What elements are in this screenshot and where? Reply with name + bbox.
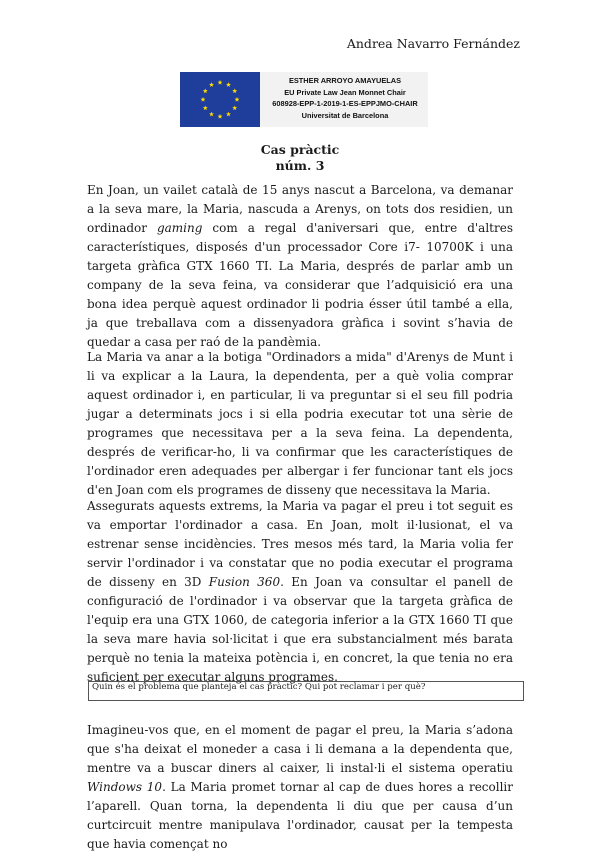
- paragraph-4: [87, 721, 513, 854]
- paragraph-2: La Maria va anar a la botiga "Ordinadors a mida" d'Arenys de Munt i li va explicar a la Laura, la dependenta, per a què volia comprar aquest ordinador i, en particular, li va preguntar si el seu fill podria jugar a determinats jocs i si ella podria executar tot una sèrie de programes que necessitava per a la seva feina. La dependenta, després de verificar-ho, li va confirmar que les característiques de l'ordinador eren adequades per albergar i fer funcionar tant els jocs d'en Joan com els programes de disseny que necessitava la Maria.: [87, 350, 513, 497]
- eu-star-icon: [226, 82, 231, 87]
- eu-star-icon: [201, 97, 206, 102]
- eu-star-icon: [203, 88, 208, 93]
- university-name: Universitat de Barcelona: [301, 110, 389, 120]
- paragraph-3-text-b: . En Joan va consultar el panell de configuració de l'ordinador i va observar que la targeta gràfica de l'equip era una GTX 1060, de categoria inferior a la GTX 1660 TI que la seva mare havia sol·licitat i que era substancialment més barata perquè no tenia la mateixa potència i, en concret, la que tenia no era suficient per executar alguns programes.: [87, 575, 513, 684]
- paragraph-1-emphasis: gaming: [156, 221, 203, 235]
- page-title: [0, 142, 600, 174]
- eu-flag-stars: [180, 72, 260, 127]
- paragraph-4-text-a: Imagineu-vos que, en el moment de pagar el preu, la Maria s’adona que s'ha deixat el moneder a casa i li demana a la dependenta que, mentre va a buscar diners al caixer, li instal·li el sistema operatiu: [87, 723, 513, 775]
- paragraph-4-emphasis: Windows 10: [87, 780, 163, 794]
- paragraph-1-text-a: En Joan, un vailet català de 15 anys nascut a Barcelona, va demanar a la seva mare, la Maria, nascuda a Arenys, on tots dos residien, un ordinador: [87, 183, 513, 235]
- eu-star-icon: [226, 112, 231, 117]
- question-box: Quin és el problema que planteja el cas pràctic? Qui pot reclamar i per què?: [88, 681, 524, 701]
- project-code: 608928-EPP-1-2019-1-ES-EPPJMO-CHAIR: [272, 99, 418, 108]
- paragraph-4-text-b: . La Maria promet tornar al cap de dues hores a recollir l’aparell. Quan torna, la dependenta li diu que per causa d’un curtcircuit mentre manipulava l'ordinador, causat per la tempesta que havia començat no: [87, 780, 513, 851]
- title-line-1: Cas pràctic: [260, 142, 340, 157]
- chair-holder: ESTHER ARROYO AMAYUELAS: [288, 76, 402, 85]
- eu-star-icon: [203, 105, 208, 110]
- eu-star-icon: [235, 97, 240, 102]
- paragraph-3-emphasis: Fusion 360: [208, 575, 281, 589]
- paragraph-1-text-b: com a regal d'aniversari que, entre d'altres característiques, disposés d'un processador Core i7- 10700K i una targeta gràfica GTX 1660 TI. La Maria, després de parlar amb un company de la seva feina, va considerar que l’adquisició era una bona idea perquè aquest ordinador li podria ésser útil també a ella, ja que treballava com a dissenyadora gràfica i sovint s’havia de quedar a casa per raó de la pandèmia.: [87, 221, 513, 349]
- banner-text: [264, 75, 426, 121]
- eu-star-icon: [232, 88, 237, 93]
- jean-monnet-chair-banner: [180, 72, 428, 127]
- paragraph-1: [87, 181, 513, 352]
- chair-name: EU Private Law Jean Monnet Chair: [284, 87, 406, 97]
- author-name: Andrea Navarro Fernández: [346, 36, 520, 51]
- eu-star-icon: [209, 82, 214, 87]
- paragraph-3-text-a: Assegurats aquests extrems, la Maria va pagar el preu i tot seguit es va emportar l'ordinador a casa. En Joan, molt il·lusionat, el va estrenar sense incidències. Tres mesos més tard, la Maria volia fer servir l'ordinador i va constatar que no podia executar el programa de disseny en 3D: [87, 499, 513, 589]
- eu-flag-icon: [180, 72, 260, 127]
- paragraph-3: [87, 497, 513, 687]
- eu-star-icon: [218, 114, 223, 119]
- eu-star-icon: [209, 112, 214, 117]
- eu-star-icon: [218, 80, 223, 85]
- title-line-2: núm. 3: [275, 158, 325, 173]
- eu-star-icon: [232, 105, 237, 110]
